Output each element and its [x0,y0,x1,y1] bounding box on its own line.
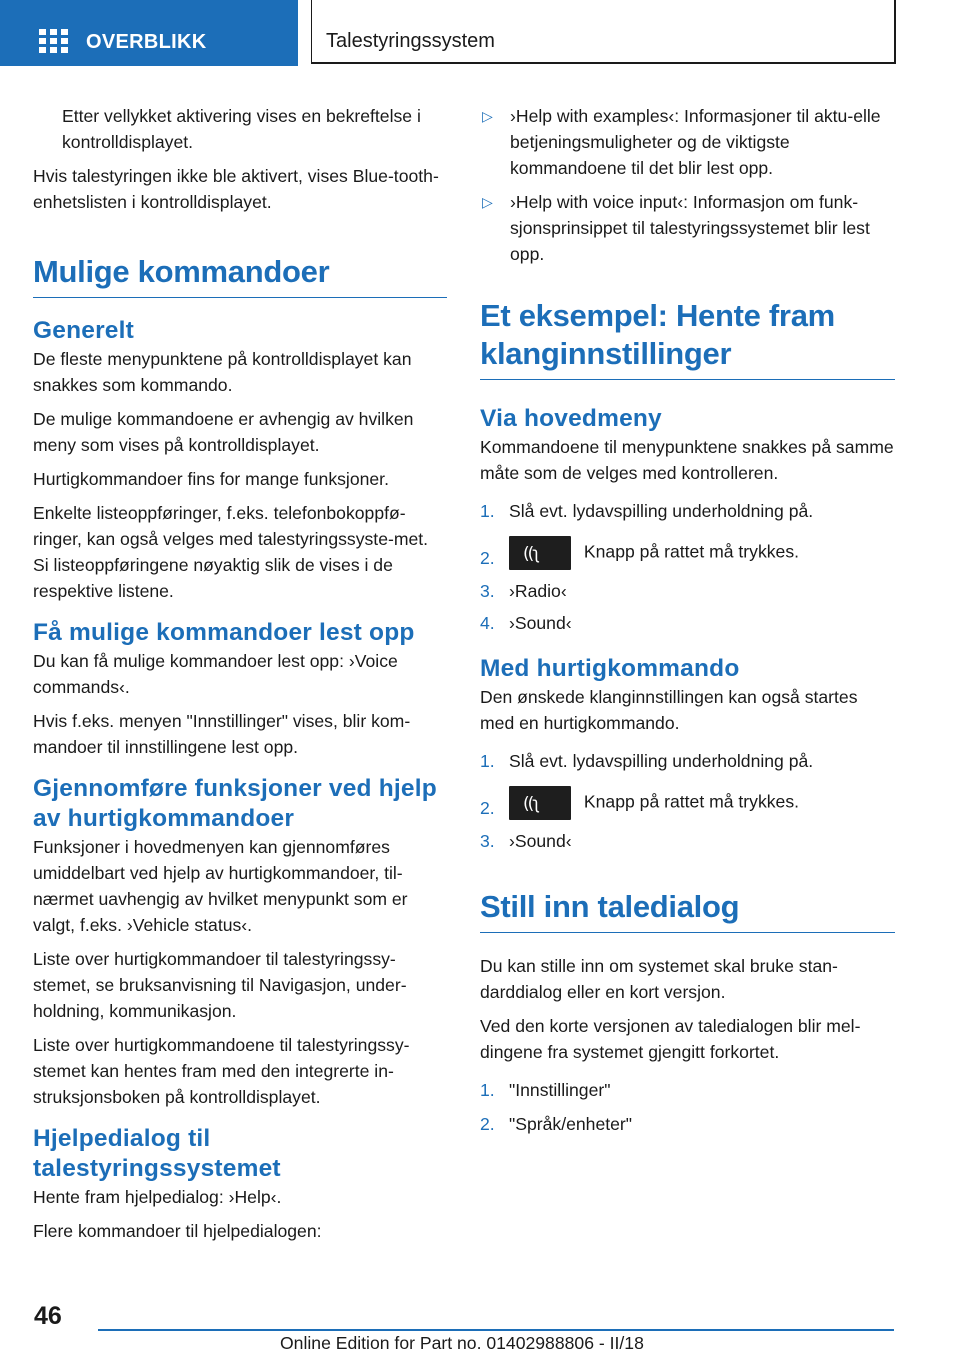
step-text: ›Sound‹ [509,831,572,851]
section-heading-example: Et eksempel: Hente fram klanginnstillinger [480,297,895,380]
perform-paragraph-1: Funksjoner i hovedmenyen kan gjennomføres umiddelbart ved hjelp av hurtigkommandoer, til‐nærmet uavhengig av hvilket menypunkt som er valgt, f.eks. ›Vehicle status‹. [33,837,408,935]
perform-paragraph-2: Liste over hurtigkommandoer til talestyringssy‐stemet, se bruksanvisning til Navigasjon, under‐holdning, kommunikasjon. [33,949,407,1021]
dialog-step-1 [480,1077,895,1103]
help-voice-input-text: ›Help with voice input‹: Informasjon om funk‐sjonsprinsippet til talestyringssystemet blir lest opp. [510,192,870,264]
dialog-paragraph-2: Ved den korte versjonen av taledialogen blir mel‐dingene fra systemet gjengitt forkortet. [480,1016,861,1062]
step-number: 3. [480,831,495,851]
voice-control-icon: ((ʅ [523,794,539,814]
step-number: 2. [480,548,495,568]
intro-bluetooth-text: Hvis talestyringen ikke ble aktivert, vises Blue‐tooth-enhetslisten i kontrolldisplayet. [33,166,439,212]
intro-confirmation-text: Etter vellykket aktivering vises en bekreftelse i kontrolldisplayet. [62,106,421,152]
general-paragraph-1: De fleste menypunktene på kontrolldisplayet kan snakkes som kommando. [33,349,412,395]
perform-paragraph-3: Liste over hurtigkommandoene til talestyringssy‐stemet kan hentes fram med den integrerte in‐struksjonsboken på kontrolldisplayet. [33,1035,410,1107]
main-menu-paragraph: Kommandoene til menypunktene snakkes på samme måte som de velges med kontrolleren. [480,437,894,483]
step-number: 3. [480,581,495,601]
overview-tab-label: OVERBLIKK [86,31,207,53]
voice-control-button-image [509,536,571,570]
step-number: 4. [480,613,495,633]
quick-command-paragraph: Den ønskede klanginnstillingen kan også startes med en hurtigkommando. [480,687,858,733]
main-menu-step-4 [480,610,895,636]
step-number: 1. [480,751,495,771]
footer-divider [98,1329,894,1331]
help-paragraph-1: Hente fram hjelpedialog: ›Help‹. [33,1187,282,1207]
step-text: Knapp på rattet må trykkes. [583,541,800,562]
help-voice-input-item [480,189,895,267]
quick-step-2 [480,786,895,820]
voice-control-button-image [509,786,571,820]
help-examples-item [480,103,895,181]
triangle-bullet-icon: ▷ [482,194,493,210]
overview-tab[interactable] [0,0,298,66]
dialog-step-2 [480,1111,895,1137]
page-number: 46 [34,1302,62,1330]
read-paragraph-1: Du kan få mulige kommandoer lest opp: ›Voice commands‹. [33,651,398,697]
step-text: Slå evt. lydavspilling underholdning på. [509,751,814,771]
step-text: Slå evt. lydavspilling underholdning på. [509,501,814,521]
step-number: 1. [480,501,495,521]
left-column [33,103,447,1252]
general-paragraph-4: Enkelte listeoppføringer, f.eks. telefonbokoppfø‐ringer, kan også velges med talestyringssyste‐met. Si listeoppføringene nøyaktig slik de vises i de respektive listene. [33,503,429,601]
triangle-bullet-icon: ▷ [482,108,493,124]
step-number: 1. [480,1080,495,1100]
quick-step-3 [480,828,895,854]
step-number: 2. [480,1114,495,1134]
edition-footer-text: Online Edition for Part no. 01402988806 - II/18 [280,1333,644,1353]
help-examples-text: ›Help with examples‹: Informasjoner til aktu‐elle betjeningsmuligheter og de viktigste kommandoene til det blir lest opp. [510,106,881,178]
step-text: Knapp på rattet må trykkes. [583,791,800,812]
main-menu-step-2 [480,536,895,570]
step-text: ›Radio‹ [509,581,567,601]
chapter-header [311,0,896,64]
step-text: "Innstillinger" [509,1080,611,1100]
grid-menu-icon [39,29,67,53]
general-paragraph-2: De mulige kommandoene er avhengig av hvilken meny som vises på kontrolldisplayet. [33,409,414,455]
section-heading-dialog: Still inn taledialog [480,888,895,933]
read-paragraph-2: Hvis f.eks. menyen "Innstillinger" vises, blir kom‐mandoer til innstillingene lest opp. [33,711,411,757]
chapter-title: Talestyringssystem [326,30,495,52]
subheading-read-commands: Få mulige kommandoer lest opp [33,619,415,646]
dialog-paragraph-1: Du kan stille inn om systemet skal bruke stan‐darddialog eller en kort versjon. [480,956,838,1002]
step-text: ›Sound‹ [509,613,572,633]
right-column [480,103,895,1137]
general-paragraph-3: Hurtigkommandoer fins for mange funksjoner. [33,469,389,489]
help-paragraph-2: Flere kommandoer til hjelpedialogen: [33,1221,322,1241]
subheading-quick-commands: Gjennomføre funksjoner ved hjelp av hurtigkommandoer [33,775,437,832]
subheading-quick-command: Med hurtigkommando [480,655,740,682]
subheading-general: Generelt [33,317,134,344]
step-text: "Språk/enheter" [509,1114,633,1134]
main-menu-step-3 [480,578,895,604]
subheading-main-menu: Via hovedmeny [480,405,662,432]
quick-step-1 [480,748,895,774]
step-number: 2. [480,798,495,818]
voice-control-icon: ((ʅ [523,544,539,564]
subheading-help-dialog: Hjelpedialog til talestyringssystemet [33,1125,281,1182]
section-heading-commands: Mulige kommandoer [33,253,447,298]
main-menu-step-1 [480,498,895,524]
